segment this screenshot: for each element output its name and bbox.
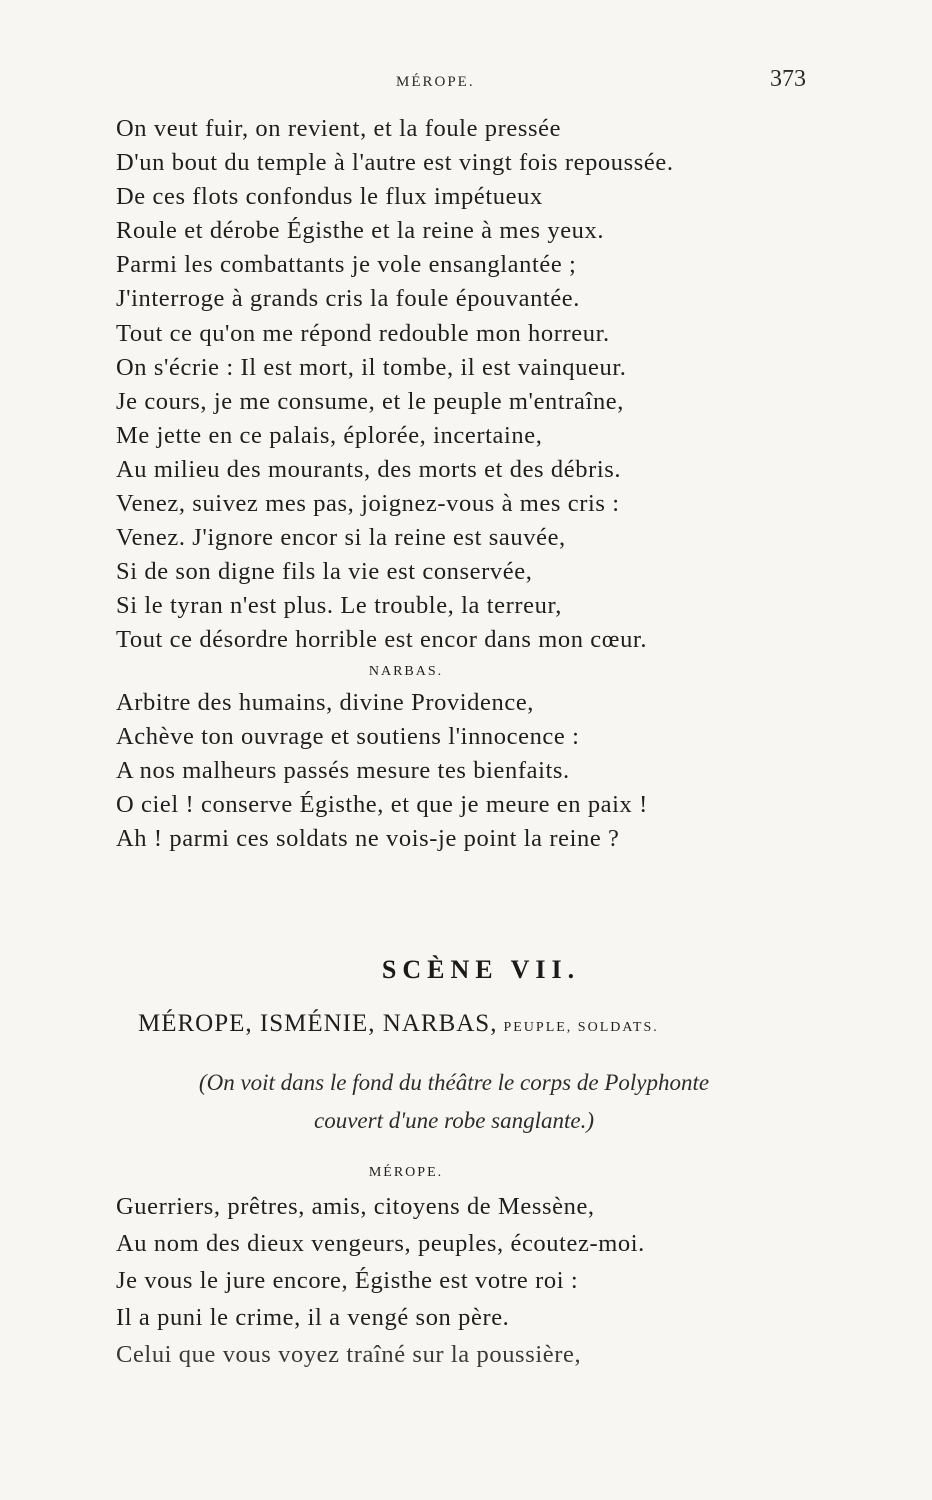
verse-line: Parmi les combattants je vole ensanglantée ; — [116, 251, 577, 279]
cast-minor: PEUPLE, SOLDATS. — [503, 1020, 659, 1035]
verse-line: Venez. J'ignore encor si la reine est sauvée, — [116, 524, 566, 552]
verse-block-2 — [116, 1158, 806, 1373]
scene-title: SCÈNE VII. — [381, 955, 581, 984]
verse-line: Ah ! parmi ces soldats ne vois-je point la reine ? — [116, 824, 620, 852]
verse-line: Venez, suivez mes pas, joignez-vous à mes cris : — [116, 490, 620, 518]
page-number: 373 — [770, 66, 806, 92]
verse-line: Arbitre des humains, divine Providence, — [116, 688, 535, 716]
cast-main: MÉROPE, ISMÉNIE, NARBAS, — [138, 1010, 498, 1037]
verse-line: A nos malheurs passés mesure tes bienfaits. — [116, 756, 570, 784]
verse-line: On veut fuir, on revient, et la foule pressée — [116, 115, 562, 142]
verse-line: Tout ce qu'on me répond redouble mon horreur. — [116, 319, 610, 347]
cast-list — [138, 1010, 778, 1038]
stage-direction — [104, 1064, 804, 1140]
verse-block-1 — [116, 112, 806, 856]
verse-line: Me jette en ce palais, éplorée, incertaine, — [116, 421, 543, 449]
verse-line: Au nom des dieux vengeurs, peuples, écoutez-moi. — [116, 1230, 645, 1257]
verse-line: J'interroge à grands cris la foule épouvantée. — [116, 285, 580, 313]
verse-line: On s'écrie : Il est mort, il tombe, il est vainqueur. — [116, 353, 627, 381]
verse-line: Au milieu des mourants, des morts et des débris. — [116, 455, 622, 483]
stage-direction-line: (On voit dans le fond du théâtre le corps de Polyphonte — [198, 1070, 710, 1095]
running-head: MÉROPE. — [396, 74, 475, 90]
stage-direction-line: couvert d'une robe sanglante.) — [314, 1108, 594, 1133]
verse-line: Je cours, je me consume, et le peuple m'entraîne, — [116, 387, 624, 415]
verse-line: D'un bout du temple à l'autre est vingt fois repoussée. — [116, 149, 674, 177]
verse-line: Si le tyran n'est plus. Le trouble, la terreur, — [116, 592, 562, 620]
verse-line: Si de son digne fils la vie est conservée, — [116, 558, 533, 586]
speaker-name: NARBAS. — [368, 663, 444, 679]
verse-line: Celui que vous voyez traîné sur la poussière, — [116, 1341, 582, 1368]
speaker-name: MÉROPE. — [368, 1165, 444, 1180]
verse-line: Il a puni le crime, il a vengé son père. — [116, 1304, 510, 1331]
verse-line: Achève ton ouvrage et soutiens l'innocence : — [116, 722, 580, 750]
verse-line: De ces flots confondus le flux impétueux — [116, 183, 543, 211]
verse-line: Tout ce désordre horrible est encor dans mon cœur. — [116, 626, 648, 654]
verse-line: O ciel ! conserve Égisthe, et que je meure en paix ! — [116, 790, 648, 818]
verse-line: Guerriers, prêtres, amis, citoyens de Messène, — [116, 1193, 595, 1220]
verse-line: Roule et dérobe Égisthe et la reine à mes yeux. — [116, 217, 605, 245]
verse-line: Je vous le jure encore, Égisthe est votre roi : — [116, 1267, 579, 1294]
